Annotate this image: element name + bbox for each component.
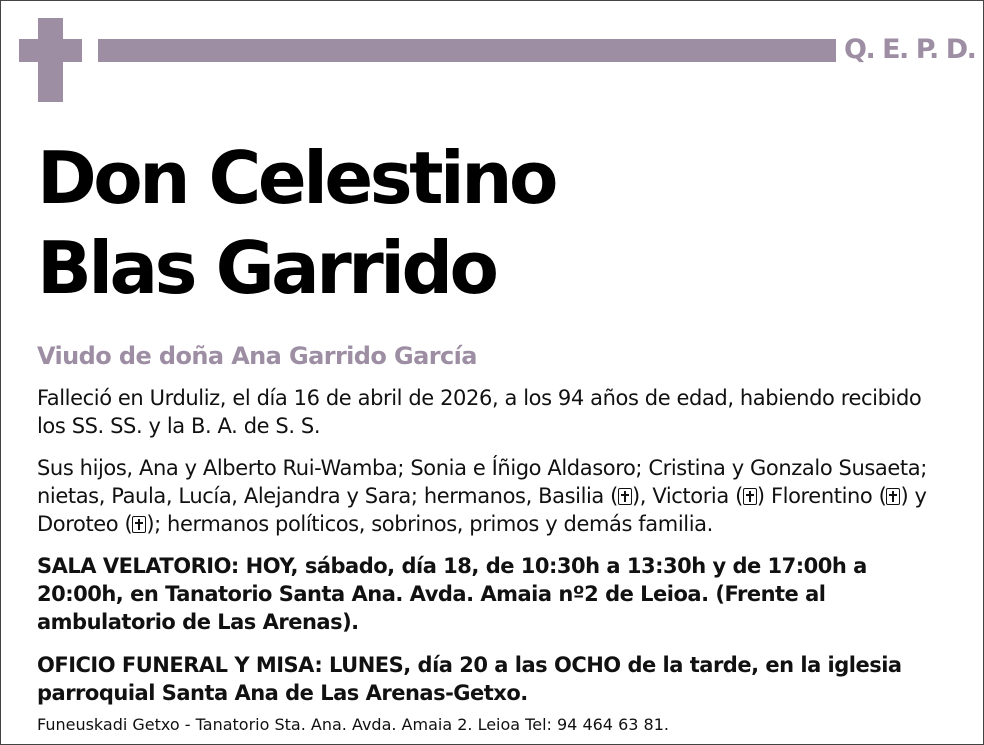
family-text-5: ); hermanos políticos, sobrinos, primos y demás familia. [146, 512, 713, 536]
wake-info: SALA VELATORIO: HOY, sábado, día 18, de 10:30h a 13:30h y de 17:00h a 20:00h, en Tanatorio Santa Ana. Avda. Amaia nº2 de Leioa. (Frente al ambulatorio de Las Arenas). [37, 554, 867, 634]
deceased-cross-icon [886, 488, 900, 505]
name-line-1: Don Celestino [37, 136, 555, 220]
deceased-name [37, 133, 937, 313]
death-notice: Falleció en Urduliz, el día 16 de abril de 2026, a los 94 años de edad, habiendo recibido los SS. SS. y la B. A. de S. S. [37, 386, 922, 438]
subtitle: Viudo de doña Ana Garrido García [37, 342, 477, 370]
funeral-home-footer: Funeuskadi Getxo - Tanatorio Sta. Ana. Avda. Amaia 2. Leioa Tel: 94 464 63 81. [37, 715, 669, 734]
deceased-cross-icon [132, 516, 146, 533]
name-line-2: Blas Garrido [37, 226, 496, 310]
deceased-cross-icon [618, 488, 632, 505]
header-bar [98, 39, 836, 62]
family-text-1: Sus hijos, Ana y Alberto Rui-Wamba; Sonia e Íñigo Aldasoro; Cristina y Gonzalo Susaeta; nietas, Paula, Lucía, Alejandra y Sara; hermanos, Basilia ( [37, 456, 927, 508]
deceased-cross-icon [743, 488, 757, 505]
family-text-2: ), Victoria ( [631, 484, 743, 508]
family-text-4: ) y Doroteo ( [37, 484, 927, 536]
funeral-info: OFICIO FUNERAL Y MISA: LUNES, día 20 a las OCHO de la tarde, en la iglesia parroquial Santa Ana de Las Arenas-Getxo. [37, 653, 902, 705]
family-paragraph [37, 454, 947, 538]
qepd-label: Q. E. P. D. [844, 34, 976, 65]
family-text-3: ) Florentino ( [756, 484, 887, 508]
cross-icon [19, 18, 82, 102]
